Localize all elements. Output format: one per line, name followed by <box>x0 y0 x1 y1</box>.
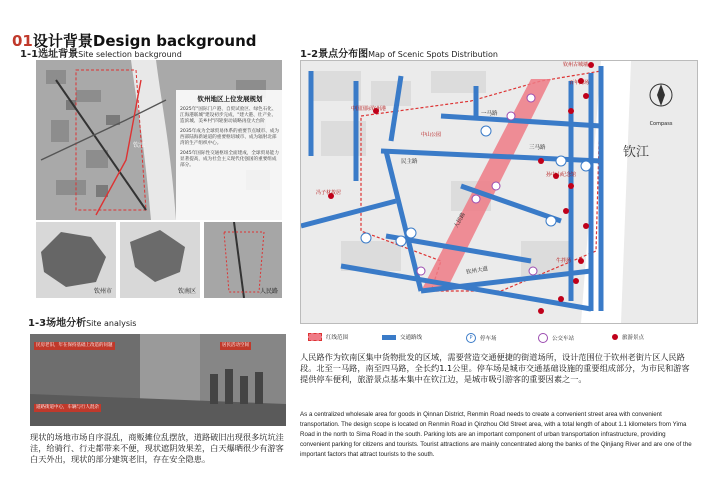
road-label: 三马路 <box>529 145 546 151</box>
plan-textbox-title: 钦州地区上位发展规划 <box>197 95 263 103</box>
road-label: 钦州大道 <box>465 266 489 276</box>
description-cn: 人民路作为钦南区集中货物批发的区域，需要营造交通便捷的街道场所，设计范围位于钦州老街片区人民路段。北至一马路，南至四马路，全长约1.1公里。停车场是城市交通基础设施的重要组成部分，为市民和游客提供停车便利，旅游景点基本集中在钦江边，是城市吸引游客的重要因素之一。 <box>300 352 690 384</box>
photo-tag-activity: 居民活动空间 <box>222 343 249 348</box>
thumbnail-qinzhou-city <box>36 222 116 298</box>
thumbnail-label: 钦南区 <box>177 288 196 295</box>
river-label: 钦江 <box>133 142 146 149</box>
plan-text-2045: 2045年国际性交通枢纽全面建成，全球贸易能力显著提高，成为社会主义现代化强国的重要组成部分。 <box>180 151 279 168</box>
river-label: 钦江 <box>623 145 650 160</box>
legend-redline: 红线范围 <box>308 333 348 341</box>
thumbnail-renmin-road <box>204 222 282 298</box>
spot-label: 冯子材故居 <box>316 190 342 196</box>
photo-tag-road-mix: 道路街道中心，车辆与行人混杂 <box>36 405 99 410</box>
spot-label: 孙中山纪念馆 <box>546 172 577 178</box>
section-title-scenic-map: 1-2景点分布图Map of Scenic Spots Distribution <box>300 49 498 60</box>
site-photos <box>30 334 286 426</box>
road-label: 人民路 <box>453 211 467 230</box>
plan-text-2035: 2035年成为全球贸易体系的重要节点城市、成为西部陆海新通道的重要枢纽城市、成为辐射北部湾的生产组织中心。 <box>180 129 279 146</box>
thumbnail-label: 钦州市 <box>93 288 112 295</box>
photo-tag-old-housing: 民房老旧，年在保持基础上改造的问题 <box>36 343 113 348</box>
road-label: 民主路 <box>401 159 418 165</box>
spot-label: 牛拌场 <box>556 258 572 264</box>
legend-spot: 旅游景点 <box>612 333 644 341</box>
spot-label: 中国国际钦州港 <box>351 106 387 112</box>
legend-parking: P 停车场 <box>466 333 497 343</box>
legend-bus: 公交车站 <box>538 333 574 343</box>
section-title-site-selection: 1-1选址背景Site selection background <box>20 49 182 60</box>
thumbnail-qinnan-district <box>120 222 200 298</box>
scenic-spots-map <box>300 60 698 324</box>
bus-icon <box>538 333 548 343</box>
spot-label: 中山公园 <box>421 132 442 138</box>
spot-label: 百年商场 <box>569 80 590 86</box>
thumbnail-label: 人民路 <box>259 288 278 295</box>
section-title-site-analysis: 1-3场地分析Site analysis <box>28 318 137 329</box>
compass-icon: Compass <box>646 81 676 127</box>
spot-label: 钦州古城墙 <box>563 62 589 68</box>
page-title: 01设计背景Design background <box>12 32 257 50</box>
site-location-map <box>36 60 282 220</box>
site-analysis-text: 现状的场地市场自序混乱，商贩摊位乱摆放，道路破旧出现很多坑坑洼洼，给骑行、行走都带来不便，现状遮阴效果差，白天爆晒很少有游客白天外出，现状的部分建筑老旧，存在安全隐患。 <box>30 432 284 464</box>
road-label: 一马路 <box>481 111 498 117</box>
plan-text-2025: 2025年"国际门户港、自贸试验区、绿色石化、江海港联城"建设初步完成，"建大港、壮产业、造滨城、美乡村"四轮驱动战略再登大台阶 <box>180 107 277 124</box>
legend-traffic: 交通路线 <box>382 333 422 341</box>
parking-icon: P <box>466 333 476 343</box>
description-en: As a centralized wholesale area for goods in Qinnan District, Renmin Road needs to create a convenient street area with convenient transportation. The design scope is located on Renmin Road in Qinzhou Old Street area, with a total length of about 1.1 kilometers from Yima Road in the north to Sima Road in the south. Parking lots are an important component of urban transportation infrastructure, providing convenient parking for citizens and tourists. Tourist attractions are mainly concentrated along the banks of the Qinjiang River and are one of the important factors that attract tourists to the south. <box>300 411 692 458</box>
plan-textbox <box>176 90 282 220</box>
